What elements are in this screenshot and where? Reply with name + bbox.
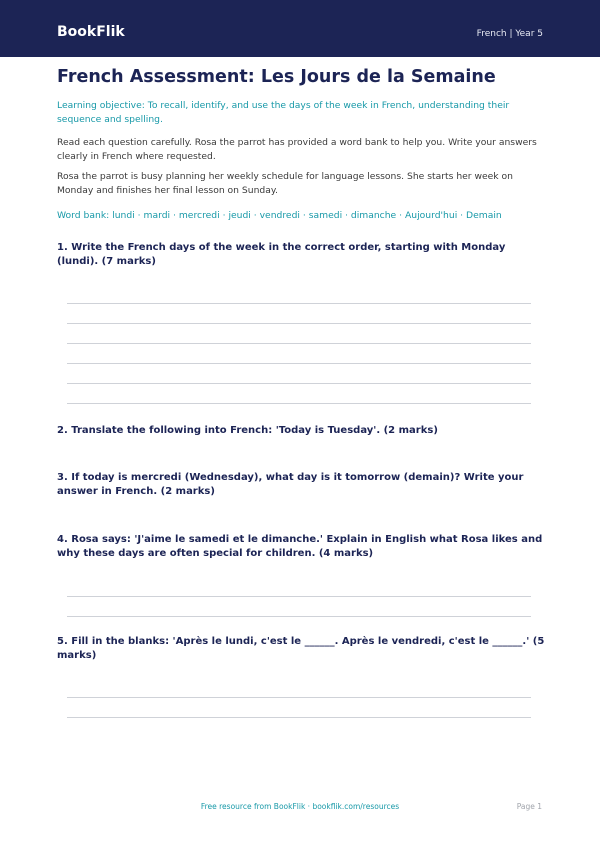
question-2: 2. Translate the following into French: 'Today is Tuesday'. (2 marks) <box>57 425 438 436</box>
brand-logo[interactable]: BookFlik <box>57 24 125 40</box>
question-1: 1. Write the French days of the week in the correct order, starting with Monday (lundi). (7 marks) <box>57 242 506 267</box>
answer-line[interactable] <box>67 383 531 384</box>
context-paragraph: Rosa the parrot is busy planning her weekly schedule for language lessons. She starts her week on Monday and finishes her final lesson on Sunday. <box>57 171 513 196</box>
answer-line[interactable] <box>67 403 531 404</box>
question-5: 5. Fill in the blanks: 'Après le lundi, c'est le ______. Après le vendredi, c'est le ______.' (5 marks) <box>57 636 545 661</box>
subject-label: French | Year 5 <box>476 29 543 39</box>
word-bank: Word bank: lundi · mardi · mercredi · jeudi · vendredi · samedi · dimanche · Aujourd'hui · Demain <box>57 210 502 221</box>
page-header <box>0 0 600 57</box>
learning-objective: Learning objective: To recall, identify, and use the days of the week in French, understanding their sequence and spelling. <box>57 100 510 125</box>
instructions-paragraph: Read each question carefully. Rosa the parrot has provided a word bank to help you. Write your answers clearly in French where requested. <box>57 137 537 162</box>
answer-line[interactable] <box>67 596 531 597</box>
question-4: 4. Rosa says: 'J'aime le samedi et le dimanche.' Explain in English what Rosa likes and why these days are often special for children. (4 marks) <box>57 534 543 559</box>
answer-line[interactable] <box>67 363 531 364</box>
answer-line[interactable] <box>67 717 531 718</box>
answer-line[interactable] <box>67 697 531 698</box>
page-title: French Assessment: Les Jours de la Semaine <box>57 67 496 87</box>
footer-credit[interactable]: Free resource from BookFlik · bookflik.com/resources <box>200 802 400 811</box>
question-3: 3. If today is mercredi (Wednesday), what day is it tomorrow (demain)? Write your answer in French. (2 marks) <box>57 472 524 497</box>
answer-line[interactable] <box>67 303 531 304</box>
answer-line[interactable] <box>67 323 531 324</box>
answer-line[interactable] <box>67 616 531 617</box>
answer-line[interactable] <box>67 343 531 344</box>
page-number: Page 1 <box>516 802 542 811</box>
